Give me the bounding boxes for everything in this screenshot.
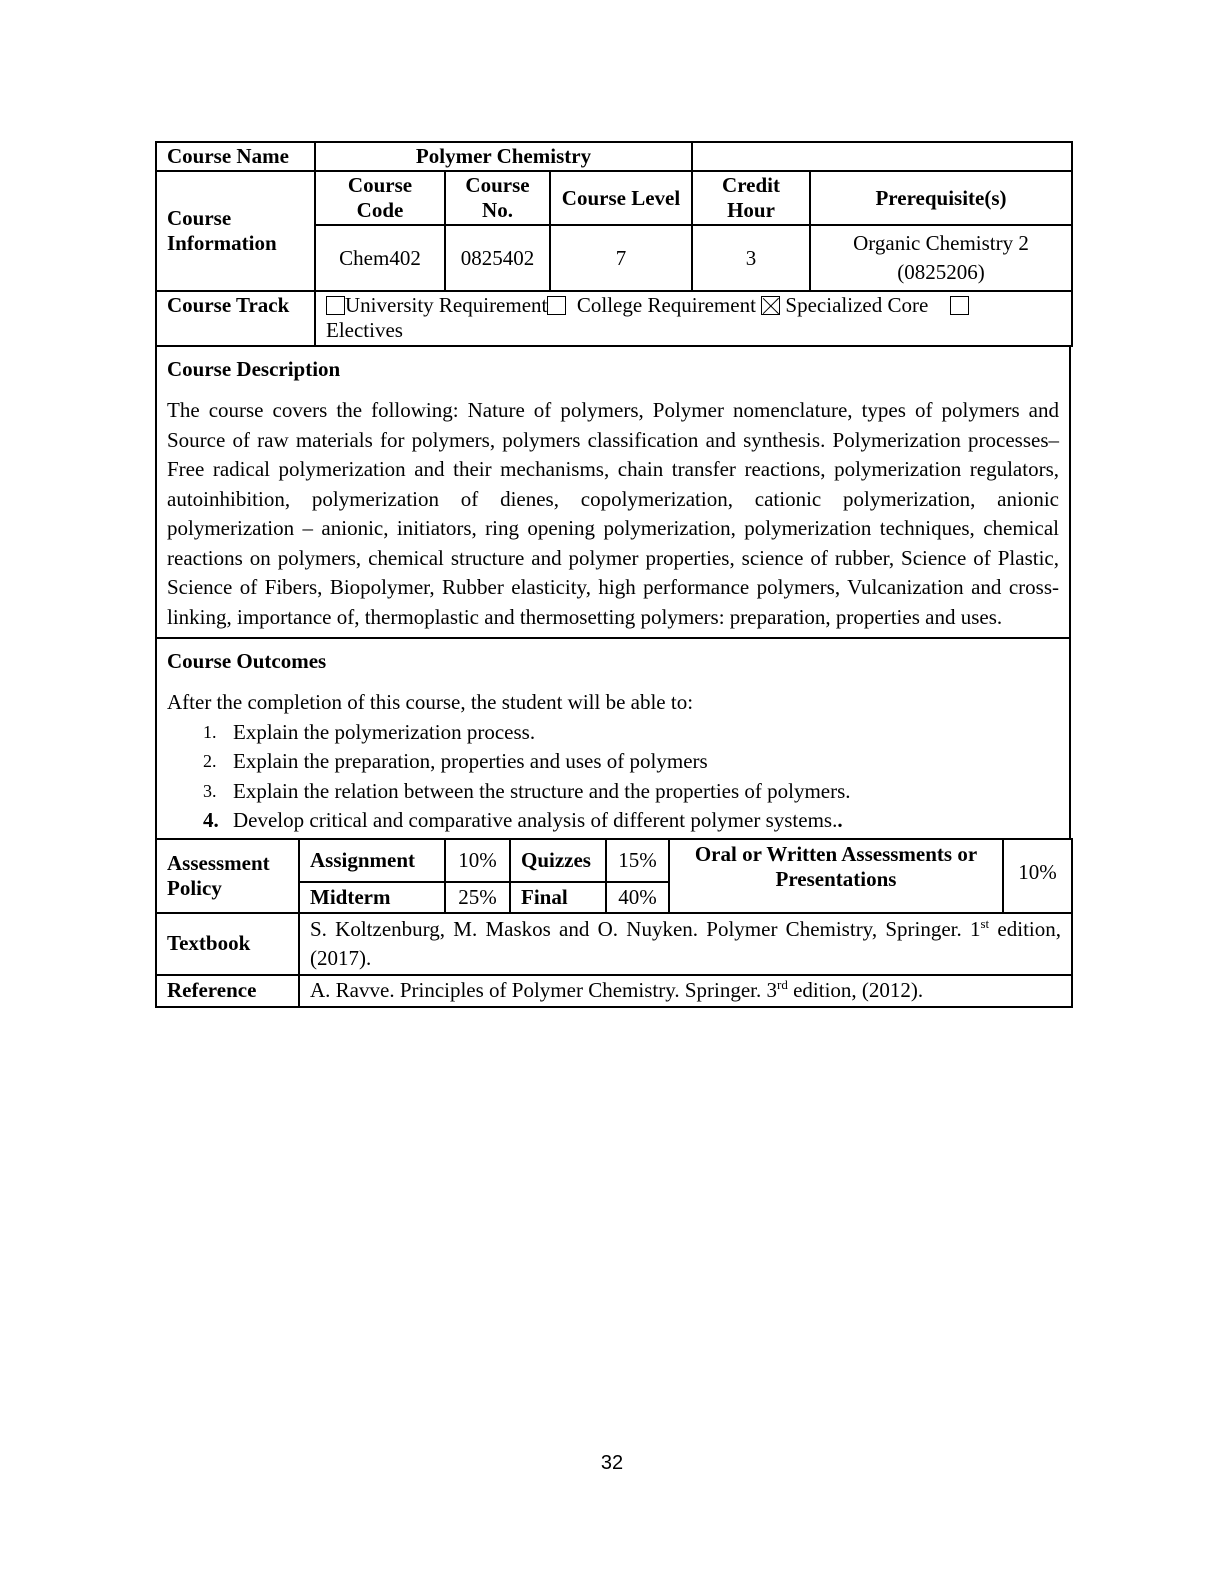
checkbox-icon[interactable] (326, 296, 345, 315)
reference-value: A. Ravve. Principles of Polymer Chemistry. Springer. 3rd edition, (2012). (299, 975, 1072, 1007)
course-outcomes-list (167, 718, 1059, 836)
oral-assessments-label: Oral or Written Assessments or Presentations (669, 839, 1003, 913)
prerequisite-value (810, 225, 1072, 291)
midterm-value: 25% (445, 882, 510, 913)
header-course-code: Course Code (315, 171, 445, 225)
assignment-value: 10% (445, 839, 510, 882)
course-description-title: Course Description (167, 357, 341, 381)
header-course-level: Course Level (550, 171, 692, 225)
course-track-options (315, 291, 1072, 346)
header-prerequisites: Prerequisite(s) (810, 171, 1072, 225)
header-course-no: Course No. (445, 171, 550, 225)
checkbox-icon[interactable] (547, 296, 566, 315)
midterm-label: Midterm (299, 882, 445, 913)
course-name-blank (692, 142, 1072, 171)
track-university[interactable] (326, 293, 547, 317)
course-specification (155, 141, 1071, 1008)
course-no-value: 0825402 (445, 225, 550, 291)
checked-box-icon[interactable] (761, 296, 780, 315)
course-name-label: Course Name (156, 142, 315, 171)
checkbox-icon[interactable] (950, 296, 969, 315)
final-value: 40% (606, 882, 669, 913)
textbook-value: S. Koltzenburg, M. Maskos and O. Nuyken. Polymer Chemistry, Springer. 1st edition, (2017). (299, 913, 1072, 975)
list-item: 1. Explain the polymerization process. (203, 719, 536, 744)
track-electives-label: Electives (326, 318, 403, 342)
track-college-label: College Requirement (576, 293, 756, 317)
track-university-label: University Requirement (345, 293, 548, 317)
page-number: 32 (600, 1452, 624, 1474)
course-info-table (155, 141, 1073, 347)
final-label: Final (510, 882, 606, 913)
course-name-value: Polymer Chemistry (315, 142, 692, 171)
prerequisite-line-2: (0825206) (897, 260, 985, 284)
header-credit-hour: Credit Hour (692, 171, 810, 225)
track-specialized-core-label: Specialized Core (785, 293, 929, 317)
course-track-label: Course Track (156, 291, 315, 346)
reference-label: Reference (156, 975, 299, 1007)
textbook-label: Textbook (156, 913, 299, 975)
list-item: 2. Explain the preparation, properties and uses of polymers (203, 749, 708, 773)
course-outcomes-cell (156, 638, 1070, 839)
oral-assessments-value: 10% (1003, 839, 1072, 913)
prerequisite-line-1: Organic Chemistry 2 (853, 231, 1029, 255)
course-information-label: Course Information (156, 171, 315, 291)
list-item: 4. Develop critical and comparative analysis of different polymer systems.. (203, 808, 843, 832)
course-code-value: Chem402 (315, 225, 445, 291)
credit-hour-value: 3 (692, 225, 810, 291)
course-level-value: 7 (550, 225, 692, 291)
course-content-table (155, 345, 1071, 840)
course-outcomes-intro: After the completion of this course, the student will be able to: (167, 690, 694, 714)
quizzes-label: Quizzes (510, 839, 606, 882)
assignment-label: Assignment (299, 839, 445, 882)
assessment-table (155, 838, 1073, 1008)
course-description-text: The course covers the following: Nature of polymers, Polymer nomenclature, types of polymers and Source of raw materials for polymers, polymers classification and synthesis. Polymerization processes–Free radical polymerization and their mechanisms, chain transfer reactions, polymerization regulators, autoinhibition, polymerization of dienes, copolymerization, cationic polymerization, anionic polymerization – anionic, initiators, ring opening polymerization, polymerization techniques, chemical reactions on polymers, chemical structure and polymer properties, science of rubber, Science of Plastic, Science of Fibers, Biopolymer, Rubber elasticity, high performance polymers, Vulcanization and cross-linking, importance of, thermoplastic and thermosetting polymers: preparation, properties and uses. (167, 398, 1059, 629)
assessment-policy-label: Assessment Policy (156, 839, 299, 913)
list-item: 3. Explain the relation between the structure and the properties of polymers. (203, 778, 851, 803)
course-description-cell (156, 346, 1070, 638)
track-college[interactable] (547, 293, 756, 317)
track-specialized-core[interactable] (761, 293, 928, 317)
course-outcomes-title: Course Outcomes (167, 649, 327, 673)
quizzes-value: 15% (606, 839, 669, 882)
